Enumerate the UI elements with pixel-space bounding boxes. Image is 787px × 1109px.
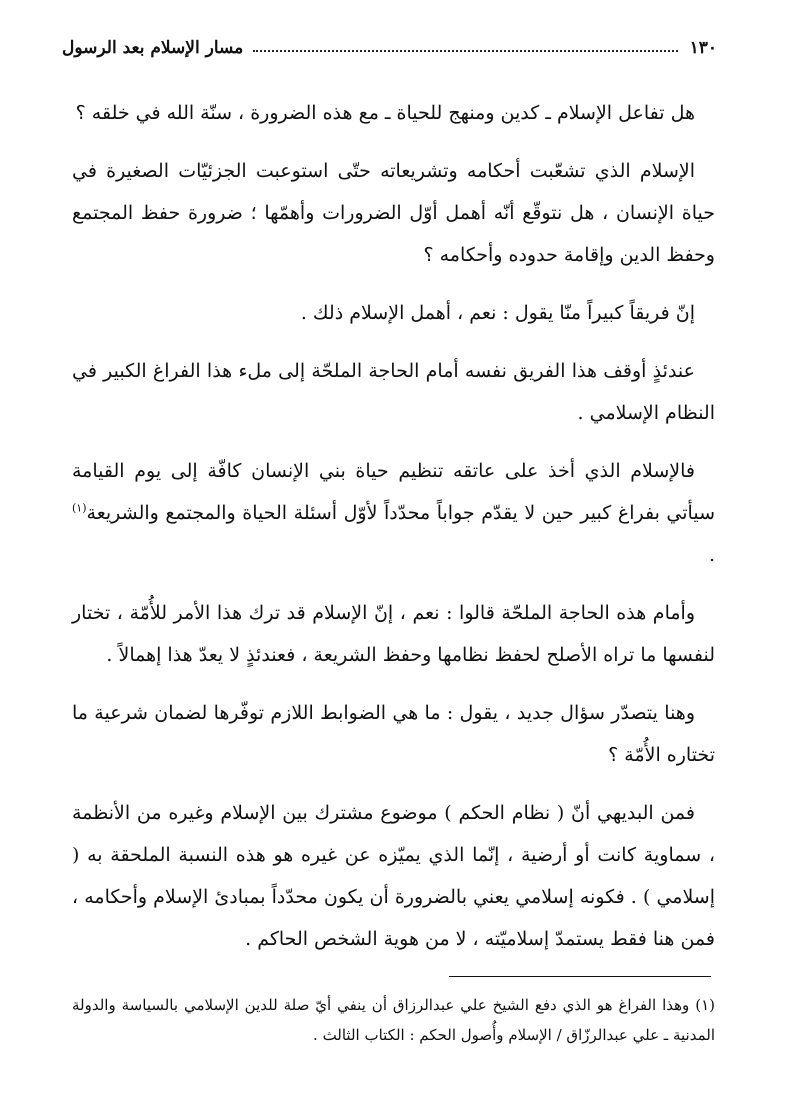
paragraph: وأمام هذه الحاجة الملحّة قالوا : نعم ، إنّ الإسلام قد ترك هذا الأمر للأُمّة ، تختار لنفسها ما تراه الأصلح لحفظ نظامها وحفظ الشريعة ، فعندئذٍ لا يعدّ هذا إهمالاً . [72,602,715,666]
footnote: (١) وهذا الفراغ هو الذي دفع الشيخ علي عبدالرزاق أن ينفي أيّ صلة للدين الإسلامي بالسياسة والدولة المدنية ـ علي عبدالرزّاق / الإسلام وأُصول الحكم : الكتاب الثالث . [72,996,715,1044]
paragraph-end-punctuation: . [708,544,715,566]
paragraph-text: فالإسلام الذي أخذ على عاتقه تنظيم حياة بني الإنسان كافّة إلى يوم القيامة سيأتي بفراغ كبير حين لا يقدّم جواباً محدّداً لأوّل أسئلة الحياة والمجتمع والشريعة [72,460,715,524]
footnote-reference: (١) [72,501,87,515]
footnote-separator [449,976,711,977]
paragraph-with-footnote [72,450,715,576]
page-number: ١٣٠ [689,38,717,58]
paragraph: عندئذٍ أوقف هذا الفريق نفسه أمام الحاجة الملحّة إلى ملء هذا الفراغ الكبير في النظام الإسلامي . [72,360,715,424]
paragraph: الإسلام الذي تشعّبت أحكامه وتشريعاته حتّى استوعبت الجزئيّات الصغيرة في حياة الإنسان ، هل نتوقّع أنّه أهمل أوّل الضرورات وأهمّها ؛ ضرورة حفظ المجتمع وحفظ الدين وإقامة حدوده وأحكامه ؟ [72,160,715,266]
paragraph: فمن البديهي أنّ ( نظام الحكم ) موضوع مشترك بين الإسلام وغيره من الأنظمة ، سماوية كانت أو أرضية ، إنّما الذي يميّزه عن غيره هو هذه النسبة الملحقة به ( إسلامي ) . فكونه إسلامي يعني بالضرورة أن يكون محدّداً بمبادئ الإسلام وأحكامه ، فمن هنا فقط يستمدّ إسلاميّته ، لا من هوية الشخص الحاكم . [72,802,715,950]
body-text [72,92,715,976]
paragraph: هل تفاعل الإسلام ـ كدين ومنهج للحياة ـ مع هذه الضرورة ، سنّة الله في خلقه ؟ [75,102,695,124]
page-header [62,28,717,58]
paragraph: وهنا يتصدّر سؤال جديد ، يقول : ما هي الضوابط اللازم توفّرها لضمان شرعية ما تختاره الأُمّة ؟ [72,702,715,766]
header-dotted-leader [253,49,677,52]
running-title: مسار الإسلام بعد الرسول [62,38,244,58]
paragraph: إنّ فريقاً كبيراً منّا يقول : نعم ، أهمل الإسلام ذلك . [300,302,695,324]
